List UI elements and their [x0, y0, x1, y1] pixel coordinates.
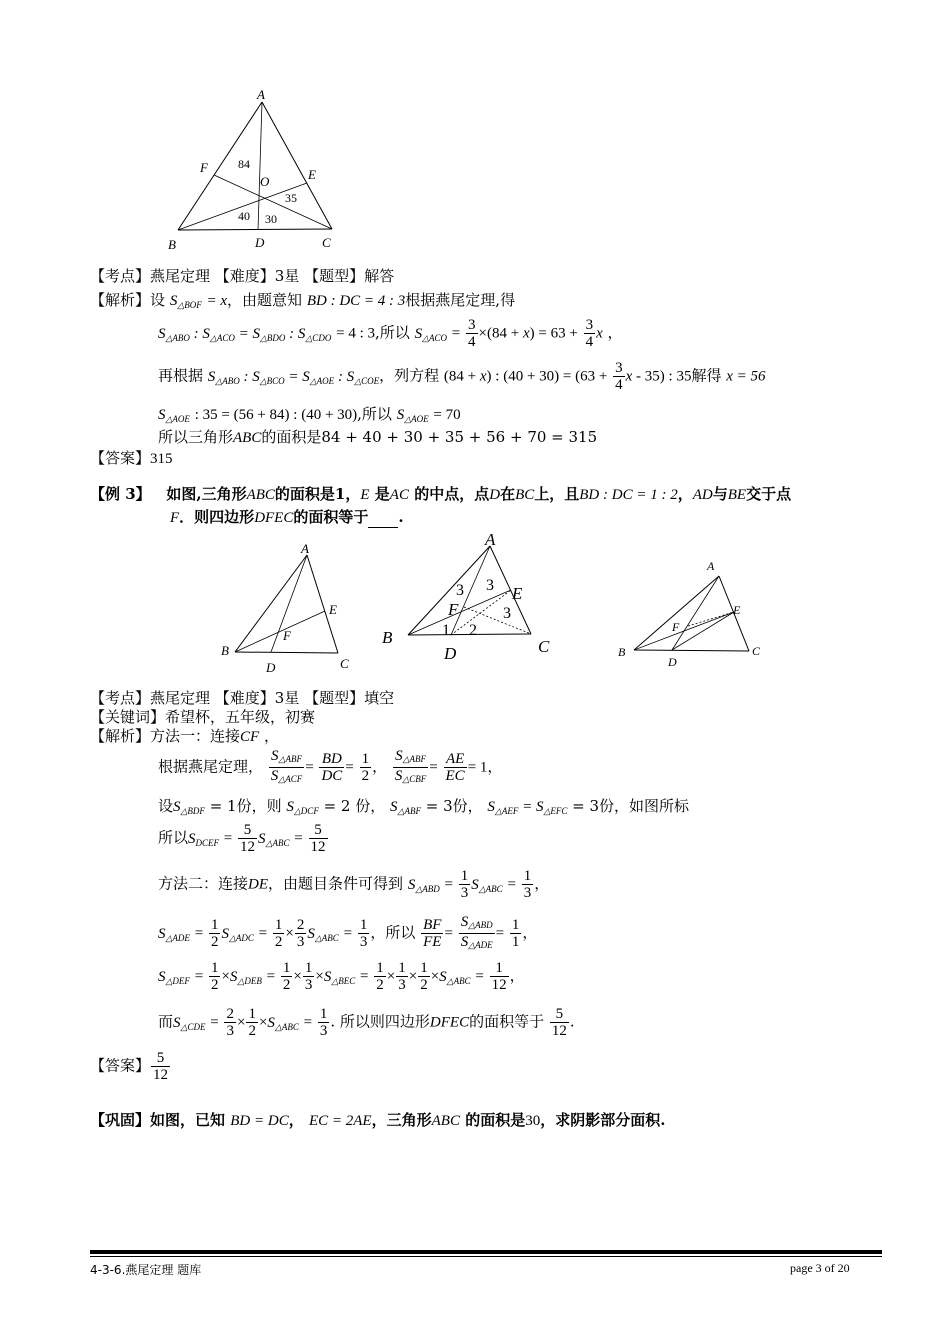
- fig3-area-2: 3: [486, 577, 494, 594]
- fig2-label-d: D: [266, 660, 276, 675]
- ex3-question: 【例 3】 如图,三角形ABC的面积是1，E 是AC 的中点，点D在BC上，且BD : DC = 1 : 2，AD与BE交于点: [90, 485, 792, 503]
- ex3-question-2: F．则四边形DFEC的面积等于 .: [170, 508, 404, 526]
- fig1-area-35: 35: [285, 191, 297, 205]
- fig2-label-e: E: [329, 602, 337, 617]
- fig3-area-4: 1: [442, 622, 450, 639]
- fig1-label-f: F: [200, 160, 208, 175]
- fig1-area-40: 40: [238, 209, 250, 223]
- fig3-area-3: 3: [503, 605, 511, 622]
- footer-rule-thin: [90, 1256, 882, 1257]
- fig3-label-b: B: [382, 628, 393, 647]
- ex3-tags: 【考点】燕尾定理 【难度】3星 【题型】填空: [90, 689, 395, 707]
- ex3-method2-line2: $S_{\triangle ADE}$ = $\frac{1}{2}$ $S_{\triangle ADC}$ = $\frac{1}{2}$ × $\frac{2}{3}$ $S_{\triangle ABC}$ = $\frac{1}{3}$ ，所以 $\frac{BF}{FE}$ = $S_{\triangle ABD}$ $S_{\triangle ADE}$ = $\frac{1}{1}$ ，: [158, 914, 538, 950]
- fig2-label-f: F: [283, 628, 291, 643]
- figure-triangle-2: [215, 535, 355, 680]
- fig1-label-o: O: [260, 174, 270, 189]
- ex2-line5: 所以三角形ABC的面积是84 + 40 + 30 + 35 + 56 + 70 = 315: [158, 428, 598, 446]
- fig1-label-c: C: [322, 235, 331, 250]
- fig2-label-c: C: [340, 656, 349, 671]
- fig4-label-a: A: [707, 559, 715, 573]
- ex3-method1: 【解析】方法一：连接CF ，: [90, 727, 279, 745]
- ex3-method1-line3: 设$S_{\triangle BDF} = 1$份，则 $S_{\triangle DCF} = 2$ 份， $S_{\triangle ABF} = 3$份， $S_{\triangle AEF} = S_{\triangle EFC} = 3$份，如图所标: [158, 797, 690, 816]
- fig3-label-f: F: [448, 600, 459, 619]
- footer-page-number: page 3 of 20: [790, 1261, 850, 1275]
- figure-triangle-3: [378, 528, 558, 663]
- ex3-method1-line4: 所以$S_{DCEF}$ = $\frac{5}{12}$ $S_{\triangle ABC}$ = $\frac{5}{12}$: [158, 822, 326, 855]
- fig3-label-a: A: [485, 530, 496, 549]
- ex2-line4: $S_{\triangle AOE}$ : 35 = (56 + 84) : (40 + 30),所以 $S_{\triangle AOE} = 70$: [158, 405, 461, 424]
- ex2-line1: 【解析】设 $S_{\triangle BOF} = x$，由题意知 BD : DC = 4 : 3根据燕尾定理,得: [90, 291, 516, 310]
- ex3-method2-line3: $S_{\triangle DEF}$ = $\frac{1}{2}$ $\times S_{\triangle DEB}$ = $\frac{1}{2}$ × $\frac{1}{3}$ $\times S_{\triangle BEC}$ = $\frac{1}{2}$ × $\frac{1}{3}$ × $\frac{1}{2}$ $\times S_{\triangle ABC}$ = $\frac{1}{12}$ ，: [158, 960, 525, 993]
- ex3-keywords: 【关键词】希望杯，五年级，初赛: [90, 708, 316, 726]
- footer-rule-thick: [90, 1250, 882, 1254]
- fig2-label-a: A: [301, 541, 309, 556]
- fig1-area-30: 30: [265, 212, 277, 226]
- fig2-label-b: B: [221, 643, 229, 658]
- fig4-label-d: D: [668, 655, 677, 667]
- fig1-label-e: E: [308, 167, 316, 182]
- gonggu-question: 【巩固】如图，已知 BD = DC， EC = 2AE，三角形ABC 的面积是30，求阴影部分面积.: [90, 1111, 666, 1129]
- figure-triangle-4: [608, 552, 778, 667]
- fig3-label-d: D: [444, 644, 457, 663]
- fig1-label-a: A: [257, 87, 265, 102]
- ex3-method2-line4: 而$S_{\triangle CDE}$ = $\frac{2}{3}$ × $\frac{1}{2}$ $\times S_{\triangle ABC}$ = $\frac{1}{3}$ . 所以则四边形DFEC的面积等于 $\frac{5}{12}$ .: [158, 1006, 575, 1039]
- fig1-label-d: D: [255, 235, 265, 250]
- ex3-answer: 【答案】 $\frac{5}{12}$: [90, 1050, 169, 1083]
- fig1-area-84: 84: [238, 157, 250, 171]
- fig3-label-c: C: [538, 637, 550, 656]
- fig4-label-c: C: [752, 644, 761, 658]
- fig3-area-1: 3: [456, 582, 464, 599]
- fig3-label-e: E: [512, 584, 523, 603]
- fig3-area-5: 2: [469, 622, 477, 639]
- ex2-answer: 【答案】315: [90, 449, 173, 467]
- fig4-label-f: F: [672, 620, 680, 634]
- fig1-label-b: B: [168, 237, 176, 252]
- ex2-tags: 【考点】燕尾定理 【难度】3星 【题型】解答: [90, 267, 395, 285]
- figure-triangle-swallowtail-1: [160, 85, 360, 255]
- footer-left: 4-3-6.燕尾定理 题库: [90, 1263, 202, 1277]
- ex2-line2: $S_{\triangle ABO}$ : $S_{\triangle ACO} = S_{\triangle BDO}$ : $S_{\triangle CDO} = 4$ : 3,所以 $S_{\triangle ACO}$ = $\frac{3}{4}$ ×(84 + x) = 63 + $\frac{3}{4}$ x ，: [158, 317, 623, 350]
- fig4-label-e: E: [733, 603, 741, 617]
- ex3-method1-line2: 根据燕尾定理， $S_{\triangle ABF}$ $S_{\triangle ACF}$ = $\frac{BD}{DC}$ = $\frac{1}{2}$ ， $S_{\triangle ABF}$ $S_{\triangle CBF}$ = $\frac{AE}{EC}$ = 1，: [158, 748, 503, 784]
- ex2-line3: 再根据 $S_{\triangle ABO}$ : $S_{\triangle BCO} = S_{\triangle AOE}$ : $S_{\triangle COE}$，列方程 (84 + x) : (40 + 30) = (63 + $\frac{3}{4}$ x - 35) : 35解得 x = 56: [158, 360, 766, 393]
- ex3-method2: 方法二：连接DE，由题目条件可得到 $S_{\triangle ABD}$ = $\frac{1}{3}$ $S_{\triangle ABC}$ = $\frac{1}{3}$ ，: [158, 868, 550, 901]
- fig4-label-b: B: [618, 645, 626, 659]
